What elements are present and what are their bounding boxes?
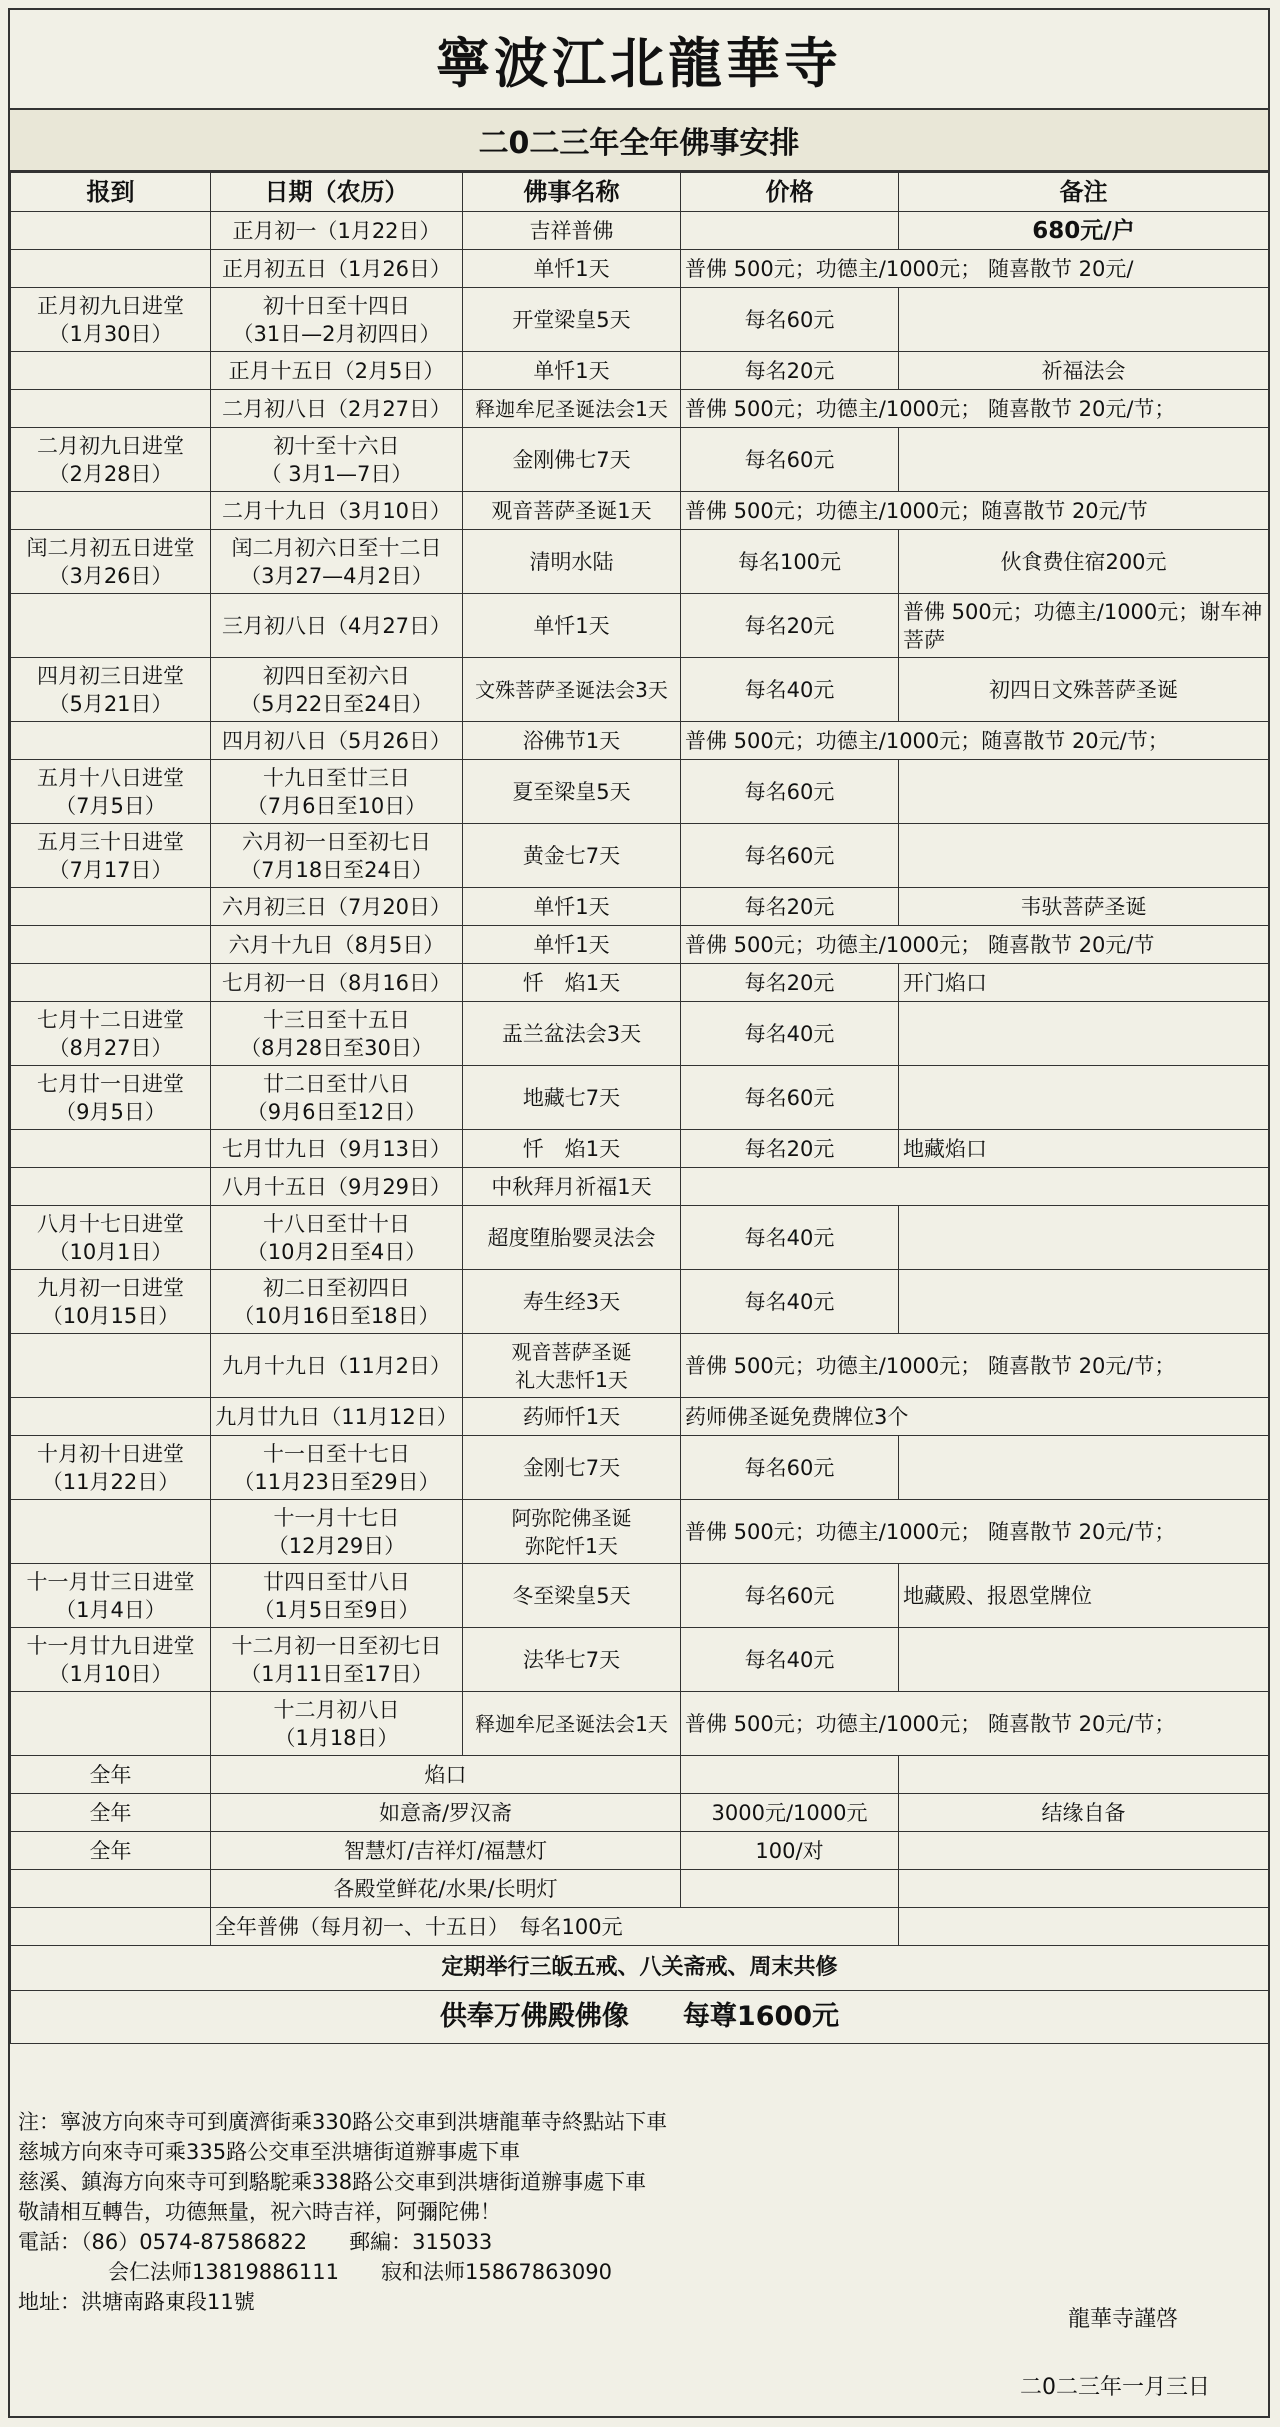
table-row — [11, 352, 1269, 390]
event-cell: 释迦牟尼圣诞法会1天 — [463, 1692, 681, 1756]
precepts-text: 定期举行三皈五戒、八关斋戒、周末共修 — [11, 1946, 1269, 1991]
event-cell: 阿弥陀佛圣诞 弥陀忏1天 — [463, 1500, 681, 1564]
price-cell: 普佛 500元；功德主/1000元； 随喜散节 20元/节； — [681, 390, 1269, 428]
price-cell: 每名40元 — [681, 1270, 899, 1334]
event-cell: 单忏1天 — [463, 250, 681, 288]
event-cell: 超度堕胎婴灵法会 — [463, 1206, 681, 1270]
note-line: 慈城方向來寺可乘335路公交車至洪塘街道辦事處下車 — [18, 2140, 521, 2164]
yearly-price — [681, 1870, 899, 1908]
date-cell: 闰二月初六日至十二日 （3月27—4月2日） — [211, 530, 463, 594]
date-cell: 十一月十七日 （12月29日） — [211, 1500, 463, 1564]
note-line: 注：寧波方向來寺可到廣濟街乘330路公交車到洪塘龍華寺終點站下車 — [18, 2110, 668, 2134]
note-cell — [899, 288, 1269, 352]
date-cell: 六月初三日（7月20日） — [211, 888, 463, 926]
table-row — [11, 530, 1269, 594]
event-cell: 盂兰盆法会3天 — [463, 1002, 681, 1066]
yearly-price: 3000元/1000元 — [681, 1794, 899, 1832]
checkin-cell — [11, 1500, 211, 1564]
checkin-cell: 二月初九日进堂 （2月28日） — [11, 428, 211, 492]
date-cell: 八月十五日（9月29日） — [211, 1168, 463, 1206]
event-cell: 观音菩萨圣诞 礼大悲忏1天 — [463, 1334, 681, 1398]
checkin-cell: 五月三十日进堂 （7月17日） — [11, 824, 211, 888]
note-cell: 地藏焰口 — [899, 1130, 1269, 1168]
contact-masters: 会仁法师13819886111 寂和法师15867863090 — [108, 2260, 612, 2284]
checkin-cell — [11, 1168, 211, 1206]
yearly-row — [11, 1832, 1269, 1870]
event-cell: 单忏1天 — [463, 594, 681, 658]
yearly-note — [899, 1870, 1269, 1908]
date-cell: 九月十九日（11月2日） — [211, 1334, 463, 1398]
note-cell — [899, 824, 1269, 888]
event-cell: 中秋拜月祈福1天 — [463, 1168, 681, 1206]
table-row — [11, 1500, 1269, 1564]
note-cell: 伙食费住宿200元 — [899, 530, 1269, 594]
checkin-cell: 闰二月初五日进堂 （3月26日） — [11, 530, 211, 594]
yearly-checkin: 全年 — [11, 1832, 211, 1870]
table-row — [11, 390, 1269, 428]
table-header-row — [11, 173, 1269, 212]
note-cell: 普佛 500元；功德主/1000元；谢车神菩萨 — [899, 594, 1269, 658]
table-row — [11, 1206, 1269, 1270]
date-cell: 初四日至初六日 （5月22日至24日） — [211, 658, 463, 722]
table-row — [11, 658, 1269, 722]
checkin-cell — [11, 888, 211, 926]
checkin-cell: 四月初三日进堂 （5月21日） — [11, 658, 211, 722]
date-cell: 十三日至十五日 （8月28日至30日） — [211, 1002, 463, 1066]
yearly-row — [11, 1756, 1269, 1794]
price-cell — [681, 1168, 1269, 1206]
yearly-checkin: 全年 — [11, 1794, 211, 1832]
yearly-price: 100/对 — [681, 1832, 899, 1870]
event-cell: 金刚七7天 — [463, 1436, 681, 1500]
note-cell — [899, 1002, 1269, 1066]
table-row — [11, 428, 1269, 492]
price-cell: 每名60元 — [681, 824, 899, 888]
table-row — [11, 760, 1269, 824]
schedule-body — [11, 212, 1269, 1756]
checkin-cell — [11, 492, 211, 530]
date-cell: 初二日至初四日 （10月16日至18日） — [211, 1270, 463, 1334]
note-cell — [899, 1066, 1269, 1130]
header-checkin: 报到 — [11, 173, 211, 212]
event-cell: 释迦牟尼圣诞法会1天 — [463, 390, 681, 428]
checkin-cell: 十一月廿三日进堂 （1月4日） — [11, 1564, 211, 1628]
note-cell — [899, 760, 1269, 824]
checkin-cell — [11, 1334, 211, 1398]
event-cell: 地藏七7天 — [463, 1066, 681, 1130]
table-row — [11, 492, 1269, 530]
price-cell: 每名40元 — [681, 1628, 899, 1692]
price-cell: 普佛 500元；功德主/1000元； 随喜散节 20元/节； — [681, 1692, 1269, 1756]
checkin-cell — [11, 1398, 211, 1436]
price-cell: 每名20元 — [681, 352, 899, 390]
note-cell: 初四日文殊菩萨圣诞 — [899, 658, 1269, 722]
yearly-row — [11, 1870, 1269, 1908]
note-line: 敬請相互轉告，功德無量，祝六時吉祥，阿彌陀佛！ — [18, 2200, 501, 2224]
date-cell: 九月廿九日（11月12日） — [211, 1398, 463, 1436]
date-cell: 七月初一日（8月16日） — [211, 964, 463, 1002]
table-row — [11, 926, 1269, 964]
precepts-row — [11, 1946, 1269, 1991]
date-cell: 十一日至十七日 （11月23日至29日） — [211, 1436, 463, 1500]
schedule-sheet — [8, 8, 1270, 2418]
date-cell: 六月初一日至初七日 （7月18日至24日） — [211, 824, 463, 888]
price-cell: 每名20元 — [681, 888, 899, 926]
yearly-note: 结缘自备 — [899, 1794, 1269, 1832]
checkin-cell: 八月十七日进堂 （10月1日） — [11, 1206, 211, 1270]
event-cell: 吉祥普佛 — [463, 212, 681, 250]
yearly-item: 如意斋/罗汉斋 — [211, 1794, 681, 1832]
price-cell: 每名100元 — [681, 530, 899, 594]
checkin-cell — [11, 352, 211, 390]
price-cell: 每名60元 — [681, 1564, 899, 1628]
table-row — [11, 824, 1269, 888]
offering-row — [11, 1991, 1269, 2044]
page-subtitle: 二0二三年全年佛事安排 — [10, 110, 1268, 172]
note-cell — [899, 1270, 1269, 1334]
checkin-cell — [11, 390, 211, 428]
event-cell: 金刚佛七7天 — [463, 428, 681, 492]
price-cell: 每名20元 — [681, 964, 899, 1002]
checkin-cell: 正月初九日进堂 （1月30日） — [11, 288, 211, 352]
event-cell: 单忏1天 — [463, 352, 681, 390]
price-cell: 每名20元 — [681, 594, 899, 658]
table-row — [11, 1270, 1269, 1334]
price-cell: 普佛 500元；功德主/1000元； 随喜散节 20元/节； — [681, 1334, 1269, 1398]
checkin-cell: 十一月廿九日进堂 （1月10日） — [11, 1628, 211, 1692]
table-row — [11, 888, 1269, 926]
page-title: 寧波江北龍華寺 — [10, 10, 1268, 110]
date-cell: 六月十九日（8月5日） — [211, 926, 463, 964]
yearly-item: 智慧灯/吉祥灯/福慧灯 — [211, 1832, 681, 1870]
event-cell: 清明水陆 — [463, 530, 681, 594]
event-cell: 冬至梁皇5天 — [463, 1564, 681, 1628]
table-row — [11, 1436, 1269, 1500]
checkin-cell — [11, 250, 211, 288]
yearly-item: 焰口 — [211, 1756, 681, 1794]
price-cell: 每名40元 — [681, 1206, 899, 1270]
event-cell: 法华七7天 — [463, 1628, 681, 1692]
checkin-cell — [11, 212, 211, 250]
event-cell: 忏 焰1天 — [463, 1130, 681, 1168]
yearly-row — [11, 1794, 1269, 1832]
date-cell: 十二月初一日至初七日 （1月11日至17日） — [211, 1628, 463, 1692]
checkin-cell — [11, 1692, 211, 1756]
yearly-body — [11, 1756, 1269, 2044]
table-row — [11, 594, 1269, 658]
date-cell: 三月初八日（4月27日） — [211, 594, 463, 658]
notes-section — [10, 2073, 1268, 2416]
table-row — [11, 1628, 1269, 1692]
price-cell: 普佛 500元；功德主/1000元； 随喜散节 20元/节； — [681, 1500, 1269, 1564]
price-cell: 每名60元 — [681, 428, 899, 492]
yearly-checkin: 全年 — [11, 1756, 211, 1794]
note-cell: 680元/户 — [899, 212, 1269, 250]
yearly-item: 全年普佛（每月初一、十五日） 每名100元 — [211, 1908, 899, 1946]
table-row — [11, 1334, 1269, 1398]
contact-phone: 電話：（86）0574-87586822 郵編：315033 — [18, 2230, 493, 2254]
price-cell: 每名40元 — [681, 658, 899, 722]
checkin-cell — [11, 926, 211, 964]
date-cell: 四月初八日（5月26日） — [211, 722, 463, 760]
price-cell — [681, 212, 899, 250]
yearly-note — [899, 1908, 1269, 1946]
checkin-cell — [11, 1130, 211, 1168]
date-cell: 廿二日至廿八日 （9月6日至12日） — [211, 1066, 463, 1130]
checkin-cell — [11, 964, 211, 1002]
price-cell: 每名60元 — [681, 288, 899, 352]
checkin-cell: 七月十二日进堂 （8月27日） — [11, 1002, 211, 1066]
yearly-row — [11, 1908, 1269, 1946]
price-cell: 每名20元 — [681, 1130, 899, 1168]
date-cell: 正月初一（1月22日） — [211, 212, 463, 250]
price-cell: 每名60元 — [681, 1436, 899, 1500]
date-cell: 正月十五日（2月5日） — [211, 352, 463, 390]
note-cell — [899, 1628, 1269, 1692]
checkin-cell — [11, 594, 211, 658]
date-cell: 十九日至廿三日 （7月6日至10日） — [211, 760, 463, 824]
note-cell — [899, 1206, 1269, 1270]
note-cell: 开门焰口 — [899, 964, 1269, 1002]
yearly-note — [899, 1756, 1269, 1794]
date-cell: 十八日至廿十日 （10月2日至4日） — [211, 1206, 463, 1270]
signed-date: 二0二三年一月三日 — [1020, 2375, 1210, 2400]
price-cell: 普佛 500元；功德主/1000元； 随喜散节 20元/ — [681, 250, 1269, 288]
offering-text: 供奉万佛殿佛像 每尊1600元 — [11, 1991, 1269, 2044]
checkin-cell — [11, 722, 211, 760]
event-cell: 单忏1天 — [463, 926, 681, 964]
date-cell: 初十日至十四日 （31日—2月初四日） — [211, 288, 463, 352]
table-row — [11, 1130, 1269, 1168]
date-cell: 七月廿九日（9月13日） — [211, 1130, 463, 1168]
contact-address: 地址：洪塘南路東段11號 — [18, 2290, 255, 2314]
schedule-table — [10, 172, 1269, 2044]
note-line: 慈溪、鎮海方向來寺可到駱駝乘338路公交車到洪塘街道辦事處下車 — [18, 2170, 647, 2194]
event-cell: 浴佛节1天 — [463, 722, 681, 760]
checkin-cell: 九月初一日进堂 （10月15日） — [11, 1270, 211, 1334]
table-row — [11, 1168, 1269, 1206]
signature: 龍華寺謹啓 — [1067, 2307, 1178, 2332]
checkin-cell: 十月初十日进堂 （11月22日） — [11, 1436, 211, 1500]
table-row — [11, 288, 1269, 352]
note-cell: 韦驮菩萨圣诞 — [899, 888, 1269, 926]
checkin-cell: 七月廿一日进堂 （9月5日） — [11, 1066, 211, 1130]
event-cell: 忏 焰1天 — [463, 964, 681, 1002]
price-cell: 每名60元 — [681, 760, 899, 824]
date-cell: 二月初八日（2月27日） — [211, 390, 463, 428]
checkin-cell: 五月十八日进堂 （7月5日） — [11, 760, 211, 824]
yearly-item: 各殿堂鲜花/水果/长明灯 — [211, 1870, 681, 1908]
date-cell: 正月初五日（1月26日） — [211, 250, 463, 288]
price-cell: 普佛 500元；功德主/1000元； 随喜散节 20元/节 — [681, 926, 1269, 964]
table-row — [11, 1564, 1269, 1628]
price-cell: 药师佛圣诞免费牌位3个 — [681, 1398, 1269, 1436]
event-cell: 药师忏1天 — [463, 1398, 681, 1436]
table-row — [11, 722, 1269, 760]
table-row — [11, 1002, 1269, 1066]
header-price: 价格 — [681, 173, 899, 212]
price-cell: 每名60元 — [681, 1066, 899, 1130]
event-cell: 黄金七7天 — [463, 824, 681, 888]
header-event: 佛事名称 — [463, 173, 681, 212]
event-cell: 寿生经3天 — [463, 1270, 681, 1334]
date-cell: 廿四日至廿八日 （1月5日至9日） — [211, 1564, 463, 1628]
yearly-price — [681, 1756, 899, 1794]
event-cell: 夏至梁皇5天 — [463, 760, 681, 824]
yearly-checkin — [11, 1870, 211, 1908]
date-cell: 二月十九日（3月10日） — [211, 492, 463, 530]
date-cell: 十二月初八日 （1月18日） — [211, 1692, 463, 1756]
table-row — [11, 1066, 1269, 1130]
event-cell: 开堂梁皇5天 — [463, 288, 681, 352]
price-cell: 每名40元 — [681, 1002, 899, 1066]
note-cell — [899, 1436, 1269, 1500]
note-cell — [899, 428, 1269, 492]
note-cell: 祈福法会 — [899, 352, 1269, 390]
date-cell: 初十至十六日 （ 3月1—7日） — [211, 428, 463, 492]
table-row — [11, 212, 1269, 250]
table-row — [11, 1692, 1269, 1756]
event-cell: 单忏1天 — [463, 888, 681, 926]
header-note: 备注 — [899, 173, 1269, 212]
price-cell: 普佛 500元；功德主/1000元；随喜散节 20元/节 — [681, 492, 1269, 530]
header-date: 日期（农历） — [211, 173, 463, 212]
table-row — [11, 1398, 1269, 1436]
event-cell: 观音菩萨圣诞1天 — [463, 492, 681, 530]
yearly-note — [899, 1832, 1269, 1870]
table-row — [11, 964, 1269, 1002]
price-cell: 普佛 500元；功德主/1000元；随喜散节 20元/节； — [681, 722, 1269, 760]
yearly-checkin — [11, 1908, 211, 1946]
table-row — [11, 250, 1269, 288]
note-cell: 地藏殿、报恩堂牌位 — [899, 1564, 1269, 1628]
event-cell: 文殊菩萨圣诞法会3天 — [463, 658, 681, 722]
